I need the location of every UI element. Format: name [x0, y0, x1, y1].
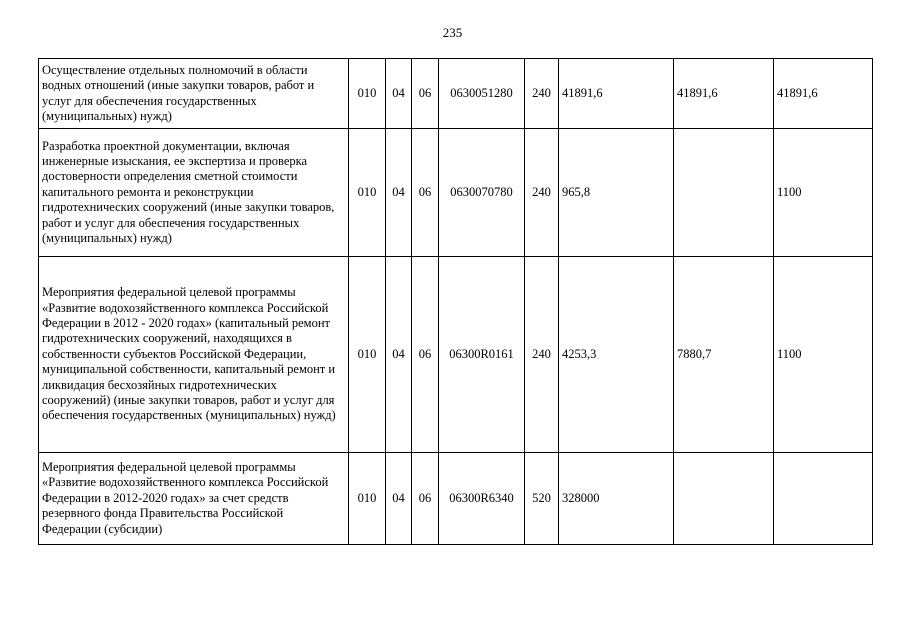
table-row: [39, 257, 873, 453]
amount-3: 41891,6: [774, 59, 873, 129]
row-name: Разработка проектной документации, включая инженерные изыскания, ее экспертиза и проверка достоверности определения сметной стоимости капитального ремонта и реконструкции гидротехнических сооружений (иные закупки товаров, работ и услуг для обеспечения государственных (муниципальных) нужд): [39, 129, 349, 257]
expense-type-code: 240: [525, 59, 559, 129]
section-code: 04: [386, 257, 412, 453]
ministry-code: 010: [349, 453, 386, 545]
section-code: 04: [386, 59, 412, 129]
target-article-code: 0630051280: [439, 59, 525, 129]
amount-1: 965,8: [559, 129, 674, 257]
row-name: Осуществление отдельных полномочий в области водных отношений (иные закупки товаров, работ и услуг для обеспечения государственных (муниципальных) нужд): [39, 59, 349, 129]
amount-3: [774, 453, 873, 545]
table-row: [39, 129, 873, 257]
amount-1: 4253,3: [559, 257, 674, 453]
row-name: Мероприятия федеральной целевой программы «Развитие водохозяйственного комплекса Российской Федерации в 2012 - 2020 годах» (капитальный ремонт гидротехнических сооружений, находящихся в собственности субъектов Российской Федерации, муниципальной собственности, капитальный ремонт и ликвидация бесхозяйных гидротехнических сооружений) (иные закупки товаров, работ и услуг для обеспечения государственных (муниципальных) нужд): [39, 257, 349, 453]
target-article-code: 06300R0161: [439, 257, 525, 453]
expense-type-code: 240: [525, 257, 559, 453]
amount-2: [674, 129, 774, 257]
amount-3: 1100: [774, 129, 873, 257]
amount-2: 7880,7: [674, 257, 774, 453]
amount-2: 41891,6: [674, 59, 774, 129]
amount-1: 328000: [559, 453, 674, 545]
row-name: Мероприятия федеральной целевой программы «Развитие водохозяйственного комплекса Российской Федерации в 2012-2020 годах» за счет средств резервного фонда Правительства Российской Федерации (субсидии): [39, 453, 349, 545]
table-row: [39, 453, 873, 545]
table-body: [39, 59, 873, 545]
amount-3: 1100: [774, 257, 873, 453]
amount-2: [674, 453, 774, 545]
page-number: 235: [442, 25, 463, 40]
section-code: 04: [386, 129, 412, 257]
ministry-code: 010: [349, 129, 386, 257]
budget-table: [38, 58, 873, 545]
subsection-code: 06: [412, 129, 439, 257]
ministry-code: 010: [349, 257, 386, 453]
ministry-code: 010: [349, 59, 386, 129]
subsection-code: 06: [412, 59, 439, 129]
subsection-code: 06: [412, 257, 439, 453]
section-code: 04: [386, 453, 412, 545]
expense-type-code: 520: [525, 453, 559, 545]
amount-1: 41891,6: [559, 59, 674, 129]
target-article-code: 06300R6340: [439, 453, 525, 545]
table-row: [39, 59, 873, 129]
expense-type-code: 240: [525, 129, 559, 257]
subsection-code: 06: [412, 453, 439, 545]
target-article-code: 0630070780: [439, 129, 525, 257]
